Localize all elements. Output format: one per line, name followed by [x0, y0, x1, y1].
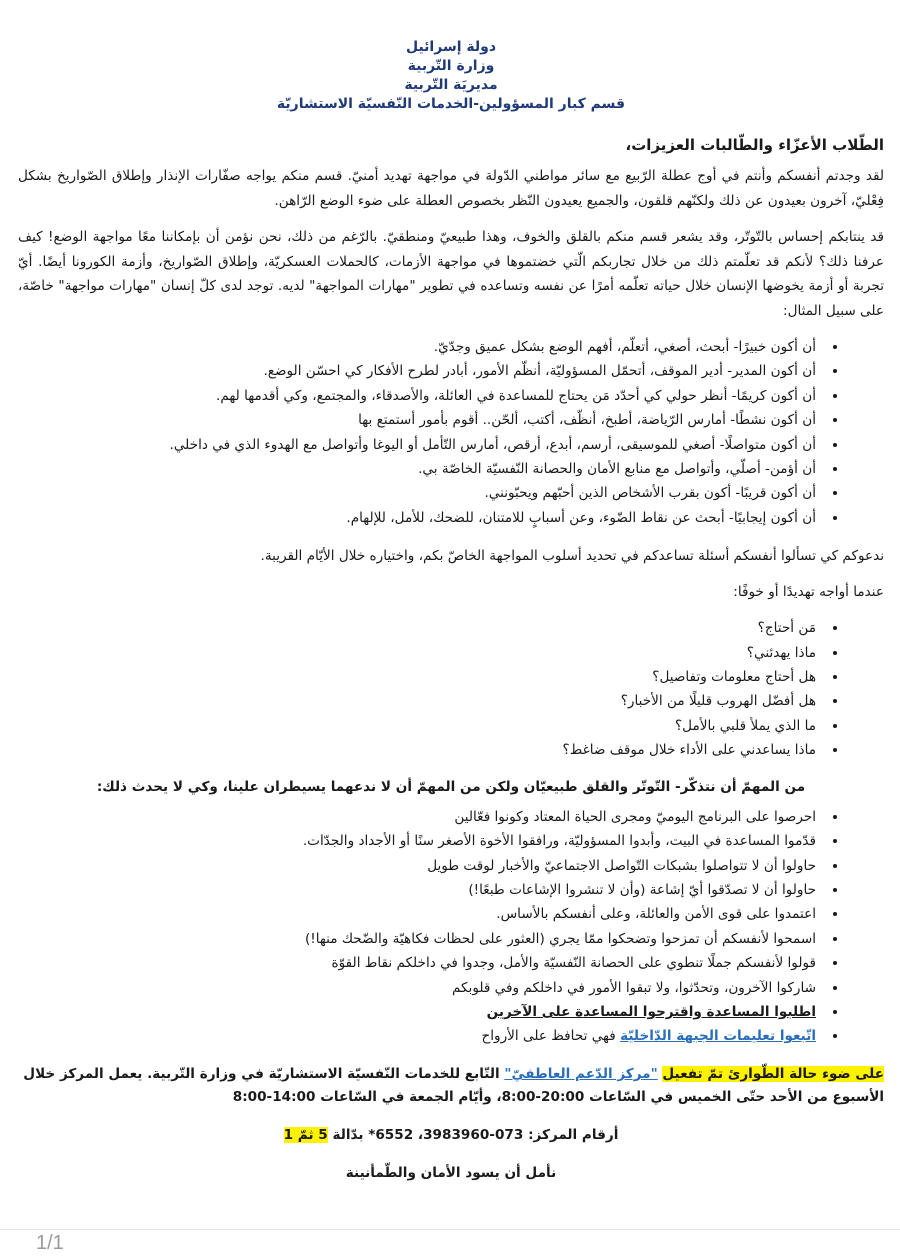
list-item: • هل أفضّل الهروب قليلًا من الأخبار؟: [18, 689, 822, 713]
home-front-instructions-link[interactable]: اتّبعوا تعليمات الجبهة الدّاخليّة: [620, 1028, 816, 1045]
list-item: • اسمحوا لأنفسكم أن تمزحوا وتضحكوا ممّا يجري (العثور على لحظات فكاهيّة والضّحك منها!): [18, 927, 822, 951]
list-item: • ماذا يساعدني على الأداء خلال موقف ضاغط؟: [18, 738, 822, 762]
advice-bold-text: اطلبوا المساعدة واقترحوا المساعدة على الآخرين: [486, 1003, 816, 1020]
page-indicator: 1/1: [36, 1232, 64, 1254]
list-item: • حاولوا أن لا تصدّقوا أيّ إشاعة (وأن لا تنشروا الإشاعات طبعًا!): [18, 878, 822, 902]
letterhead-department: قسم كبار المسؤولين-الخدمات النّفسيّة الاستشاريّة: [276, 96, 626, 112]
list-item: • أن أكون قريبًا- أكون بقرب الأشخاص الذين أحبّهم ويحبّونني.: [18, 481, 822, 505]
list-item: • حاولوا أن لا تتواصلوا بشبكات التّواصل الاجتماعيّ والأخبار لوقت طويل: [18, 854, 822, 878]
questions-list: [18, 616, 840, 762]
list-item: • أن أؤمن- أصلّي، وأتواصل مع منابع الأمان والحصانة النّفسيّة الخاصّة بي.: [18, 457, 822, 481]
list-item: • أن أكون المدير- أدير الموقف، أتحمّل المسؤوليّة، أنظّم الأمور، أبادر لطرح الأفكار كي احسّن الوضع.: [18, 359, 822, 383]
friday-text: ، وأيّام الجمعة في السّاعات: [320, 1088, 502, 1105]
weekday-hours: 8:00-20:00: [501, 1088, 585, 1105]
list-item: [18, 1000, 822, 1024]
list-item: • ماذا يهدئني؟: [18, 641, 822, 665]
list-item: • أن أكون خبيرًا- أبحث، أصغي، أتعلّم، أفهم الوضع بشكل عميق وجدّيّ.: [18, 335, 822, 359]
letterhead: [18, 38, 884, 114]
advice-link-rest: فهي تحافظ على الأرواح: [481, 1028, 616, 1045]
phones-label: أرقام المركز:: [528, 1126, 619, 1143]
list-item: • احرصوا على البرنامج اليوميّ ومجرى الحياة المعتاد وكونوا فعّالين: [18, 805, 822, 829]
friday-hours: 8:00-14:00: [232, 1088, 316, 1105]
when-facing-text: عندما أواجه تهديدًا أو خوفًا:: [733, 584, 884, 601]
letterhead-state: دولة إسرائيل: [405, 39, 497, 55]
closing-line: نأمل أن يسود الأمان والطّمأنينة: [345, 1164, 557, 1181]
list-item: • مَن أحتاج؟: [18, 616, 822, 640]
letterhead-directorate: مديريَة التّربية: [404, 77, 498, 93]
list-item: • قولوا لأنفسكم جملًا تنطوي على الحصانة النّفسيّة والأمل، وجدوا في داخلكم نقاط القوّة: [18, 951, 822, 975]
invite-text: ندعوكم كي تسألوا أنفسكم أسئلة تساعدكم في تحديد أسلوب المواجهة الخاصّ بكم، واختياره خلال الأيّام القريبة.: [260, 548, 884, 565]
intro-paragraph: لقد وجدتم أنفسكم وأنتم في أوج عطلة الرّبيع مع سائر مواطني الدّولة في مواجهة تهديد أمنيّ. قسم منكم يواجه صفّارات الإنذار وإطلاق الصّواريخ بشكل فِعْليّ، آخرون بعيدون عن ذلك ولكنّهم قلقون، والجميع يعيدون النّظر بخصوص العطلة على ضوء الوضع الرّاهن.: [18, 168, 884, 209]
advice-list: [18, 805, 840, 1049]
center-phone-numbers: [18, 1123, 884, 1147]
center-notice-rest: التّابع للخدمات النّفسيّة الاستشاريّة في وزارة التّربية. يعمل المركز خلال الأسبوع من الأحد حتّى الخميس في السّاعات: [23, 1065, 884, 1105]
list-item: • أن أكون كريمًا- أنظر حولي كي أحدّد مَن يحتاج للمساعدة في العائلة، والأصدقاء، والمجتمع، وكي أقدمها لهم.: [18, 384, 822, 408]
emergency-highlight: على ضوء حالة الطّوارئ تمّ تفعيل: [662, 1065, 884, 1082]
list-item: [18, 1024, 822, 1048]
important-note: من المهمّ أن نتذكّر- التّوتّر والقلق طبيعيّان ولكن من المهمّ أن لا ندعهما يسيطران علينا، وكي لا يحدث ذلك:: [96, 778, 806, 795]
list-item: • هل أحتاج معلومات وتفاصيل؟: [18, 665, 822, 689]
emotional-support-center-link[interactable]: "مركز الدّعم العاطفيّ": [504, 1065, 658, 1082]
extension-value: 5 ثمّ 1: [283, 1126, 328, 1143]
list-item: • قدّموا المساعدة في البيت، وأبدوا المسؤوليّة، ورافقوا الأخوة الأصغر سنًا أو الأجداد والجدّات.: [18, 829, 822, 853]
support-center-notice: [18, 1063, 884, 1109]
list-item: • أن أكون متواصلًا- أصغي للموسيقى، أرسم، أبدع، أرقص، أمارس التّأمل أو اليوغا وأتواصل مع الهدوء الذي في داخلي.: [18, 433, 822, 457]
coping-paragraph: قد ينتابكم إحساس بالتّوتّر، وقد يشعر قسم منكم بالقلق والخوف، وهذا طبيعيّ ومنطقيّ. بالرّغم من ذلك، نحن نؤمن أن بإمكاننا معًا مواجهة الوضع! كيف عرفنا ذلك؟ لأنكم قد تعلّمتم ذلك من خلال تجاربكم الّتي خضتموها في مواجهة الأزمات، كالحملات العسكريّة، وإطلاق الصّواريخ، وأزمة الكورونا أيضًا. أيّ تجربة أو أزمة يخوضها الإنسان خلال حياته تعلّمه أمرًا عن نفسه وتساعده في تطوير "مهارات المواجهة" لديه. توجد لدى كلّ إنسان "مهارات مواجهة" خاصّة، على سبيل المثال:: [18, 229, 884, 319]
greeting: الطّلاب الأعزّاء والطّالبات العزيزات،: [625, 136, 884, 154]
list-item: • أن أكون إيجابيًا- أبحث عن نقاط الضّوء، وعن أسبابٍ للامتنان، للضحك، للأمل، للإلهام.: [18, 506, 822, 530]
list-item: • ما الذي يملأ قلبي بالأمل؟: [18, 714, 822, 738]
phone-numbers: 073-3983960، 6552*: [368, 1126, 524, 1143]
letterhead-ministry: وزارة التّربية: [407, 58, 495, 74]
extension-label: بدّالة: [332, 1126, 364, 1143]
viewer-footer: [0, 1229, 900, 1260]
list-item: • شاركوا الآخرون، وتحدّثوا، ولا تبقوا الأمور في داخلكم وفي قلوبكم: [18, 976, 822, 1000]
list-item: • أن أكون نشطًا- أمارس الرّياضة، أطبخ، أنظّف، أكتب، ألحّن.. أقوم بأمور أستمتع بها: [18, 408, 822, 432]
list-item: • اعتمدوا على قوى الأمن والعائلة، وعلى أنفسكم بالأساس.: [18, 902, 822, 926]
coping-examples-list: [18, 335, 840, 530]
